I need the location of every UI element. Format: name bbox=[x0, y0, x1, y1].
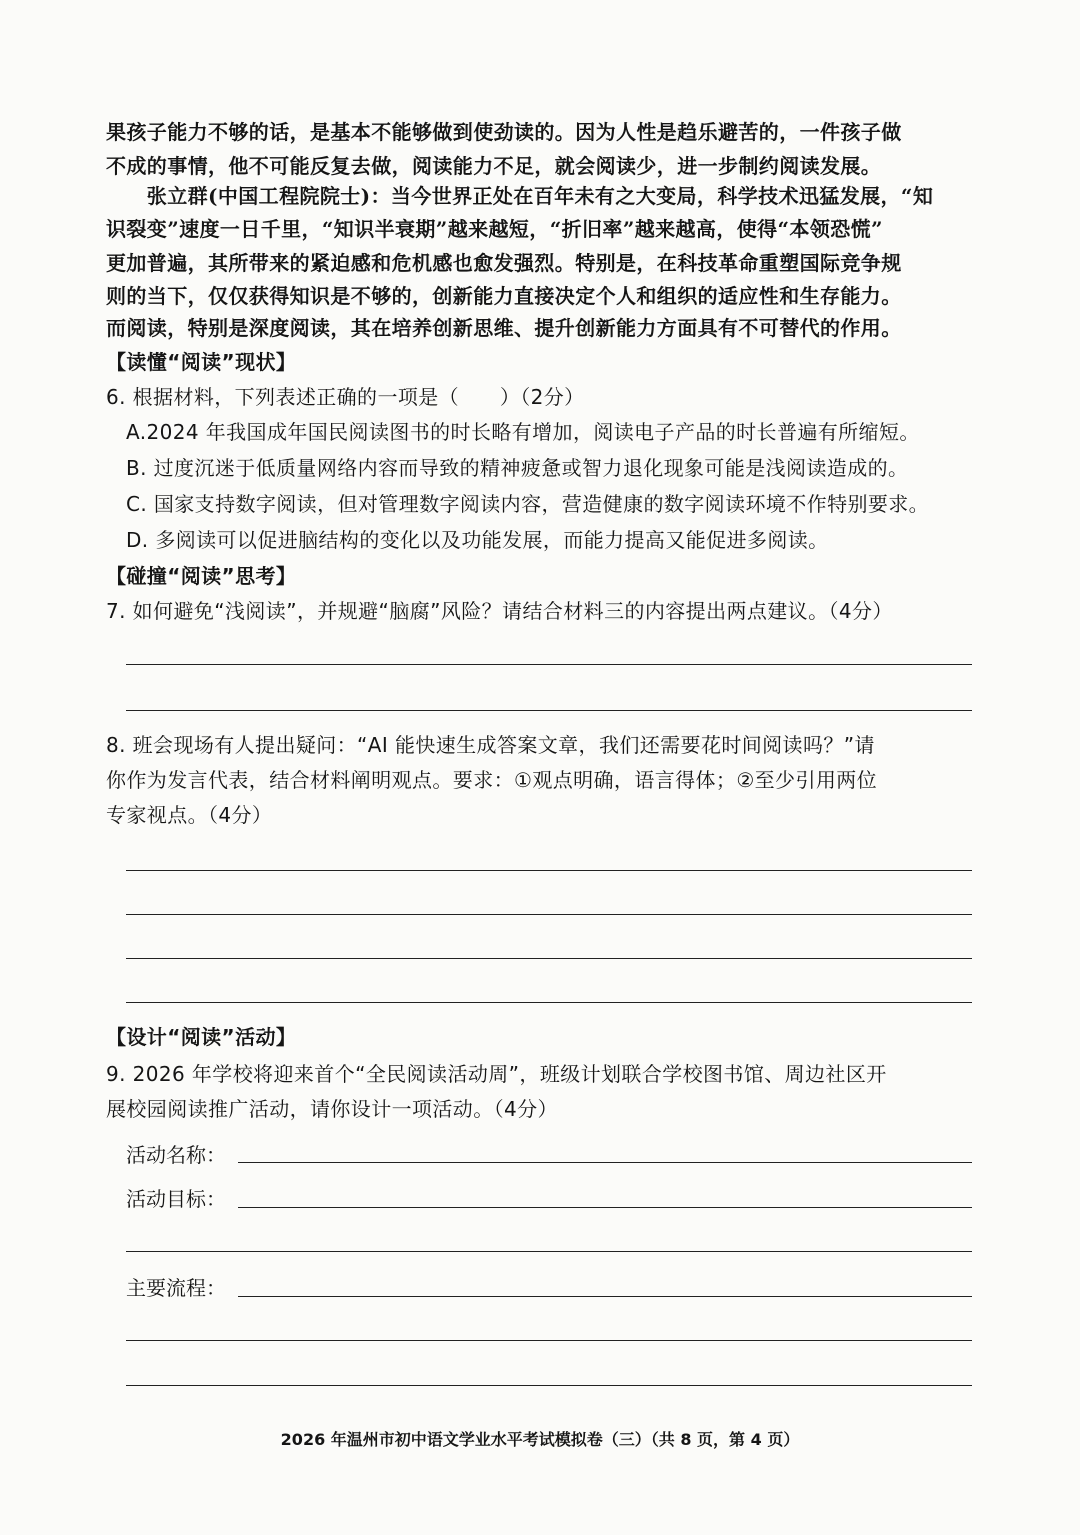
passage-line: 更加普遍，其所带来的紧迫感和危机感也愈发强烈。特别是，在科技革命重塑国际竞争规 bbox=[106, 251, 902, 275]
activity-goal-label: 活动目标： bbox=[126, 1187, 226, 1211]
answer-line[interactable] bbox=[126, 1340, 972, 1341]
question-6-option-c: C. 国家支持数字阅读，但对管理数字阅读内容，营造健康的数字阅读环境不作特别要求。 bbox=[126, 492, 930, 516]
section-title: 【读懂“阅读”现状】 bbox=[106, 350, 297, 374]
answer-line[interactable] bbox=[126, 1251, 972, 1252]
answer-line[interactable] bbox=[126, 1385, 972, 1386]
passage-line: 则的当下，仅仅获得知识是不够的，创新能力直接决定个人和组织的适应性和生存能力。 bbox=[106, 284, 902, 308]
passage-line: 张立群(中国工程院院士)：当今世界正处在百年未有之大变局，科学技术迅猛发展，“知 bbox=[106, 184, 934, 208]
question-9-line: 展校园阅读推广活动，请你设计一项活动。（4分） bbox=[106, 1097, 558, 1121]
question-6-option-d: D. 多阅读可以促进脑结构的变化以及功能发展，而能力提高又能促进多阅读。 bbox=[126, 528, 829, 552]
answer-line[interactable] bbox=[126, 1002, 972, 1003]
section-title: 【碰撞“阅读”思考】 bbox=[106, 564, 297, 588]
passage-line: 识裂变”速度一日千里，“知识半衰期”越来越短，“折旧率”越来越高，使得“本领恐慌” bbox=[106, 217, 883, 241]
answer-line[interactable] bbox=[126, 914, 972, 915]
passage-line: 不成的事情，他不可能反复去做，阅读能力不足，就会阅读少，进一步制约阅读发展。 bbox=[106, 154, 882, 178]
question-9-line: 9. 2026 年学校将迎来首个“全民阅读活动周”，班级计划联合学校图书馆、周边社区开 bbox=[106, 1062, 887, 1086]
answer-line[interactable] bbox=[126, 664, 972, 665]
activity-name-label: 活动名称： bbox=[126, 1143, 226, 1167]
question-8-line: 专家视点。（4分） bbox=[106, 803, 273, 827]
question-6-option-a: A.2024 年我国成年国民阅读图书的时长略有增加，阅读电子产品的时长普遍有所缩短。 bbox=[126, 420, 920, 444]
main-process-field[interactable] bbox=[238, 1296, 972, 1297]
question-8-line: 8. 班会现场有人提出疑问：“AI 能快速生成答案文章，我们还需要花时间阅读吗？”请 bbox=[106, 733, 875, 757]
main-process-label: 主要流程： bbox=[126, 1276, 226, 1300]
question-7-stem: 7. 如何避免“浅阅读”，并规避“脑腐”风险？请结合材料三的内容提出两点建议。（4分） bbox=[106, 599, 893, 623]
passage-line: 而阅读，特别是深度阅读，其在培养创新思维、提升创新能力方面具有不可替代的作用。 bbox=[106, 316, 902, 340]
page-footer: 2026 年温州市初中语文学业水平考试模拟卷（三）（共 8 页，第 4 页） bbox=[280, 1430, 800, 1449]
activity-goal-field[interactable] bbox=[238, 1207, 972, 1208]
question-6-option-b: B. 过度沉迷于低质量网络内容而导致的精神疲惫或智力退化现象可能是浅阅读造成的。 bbox=[126, 456, 909, 480]
answer-line[interactable] bbox=[126, 958, 972, 959]
passage-line: 果孩子能力不够的话，是基本不能够做到使劲读的。因为人性是趋乐避苦的，一件孩子做 bbox=[106, 120, 902, 144]
question-8-line: 你作为发言代表，结合材料阐明观点。要求：①观点明确，语言得体；②至少引用两位 bbox=[106, 768, 878, 792]
question-6-stem: 6. 根据材料，下列表述正确的一项是（ ）（2分） bbox=[106, 385, 585, 409]
answer-line[interactable] bbox=[126, 870, 972, 871]
answer-line[interactable] bbox=[126, 710, 972, 711]
activity-name-field[interactable] bbox=[238, 1162, 972, 1163]
section-title: 【设计“阅读”活动】 bbox=[106, 1025, 297, 1049]
